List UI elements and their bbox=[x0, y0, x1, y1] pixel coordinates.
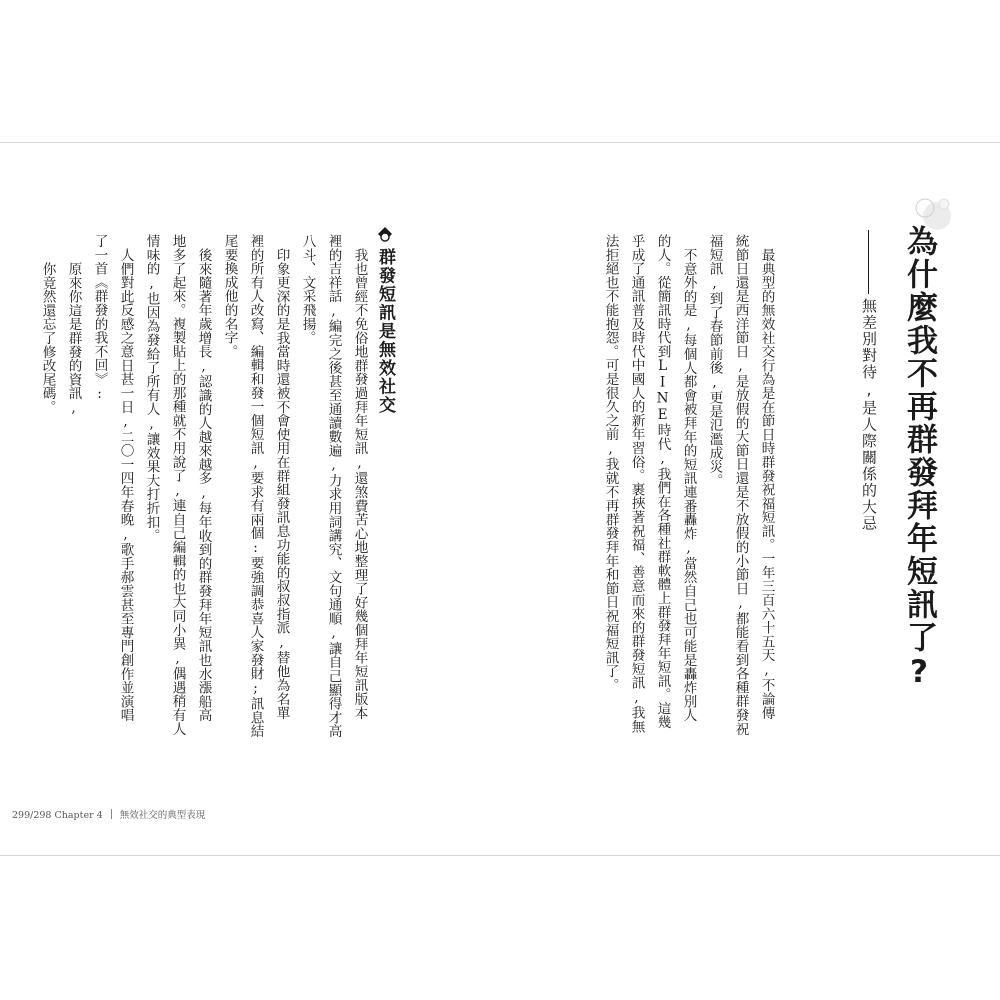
right-body-column: 統節日還是西洋節日,是放假的大節日還是不放假的小節日,都能看到各種群發祝 bbox=[732, 234, 749, 736]
left-body-column: 裡的吉祥話,編完之後甚至通讀數遍,力求用詞講究、文句通順,讓自己顯得才高 bbox=[325, 234, 342, 738]
left-body-column: 裡的所有人改寫、編輯和發一個短訊,要求有兩個:要強調恭喜人家發財;訊息結 bbox=[247, 234, 264, 738]
footer-divider bbox=[111, 809, 112, 819]
page-footer bbox=[12, 807, 205, 821]
page-numbers: 299/298 bbox=[12, 810, 52, 821]
diamond-bullet-icon bbox=[376, 226, 394, 244]
left-body-column: 你竟然還忘了修改尾碼。 bbox=[39, 262, 56, 414]
right-body-column: 福短訊,到了春節前後,更是氾濫成災。 bbox=[706, 234, 723, 488]
right-body-column: 的人。從簡訊時代到LINE時代,我們在各種社群軟體上群發拜年短訊。這幾 bbox=[654, 234, 671, 729]
left-body-column: 八斗、文采飛揚。 bbox=[299, 234, 316, 345]
footer-chapter-title: 無效社交的典型表現 bbox=[119, 810, 206, 821]
section-heading: 群發短訊是無效社交 bbox=[375, 248, 395, 415]
left-body-column: 後來隨著年歲增長,認識的人越來越多,每年收到的群發拜年短訊也水漲船高 bbox=[195, 248, 212, 722]
chapter-title: 為什麼我不再群發拜年短訊了? bbox=[901, 225, 937, 692]
left-body-column: 我也曾經不免俗地群發過拜年短訊,還煞費苦心地整理了好幾個拜年短訊版本 bbox=[351, 248, 368, 720]
left-body-column: 情味的,也因為發給了所有人,讓效果大打折扣。 bbox=[143, 234, 160, 543]
left-body-column: 了一首《群發的我不回》: bbox=[91, 234, 108, 402]
left-body-column: 尾要換成他的名字。 bbox=[221, 234, 238, 359]
left-body-column: 印象更深的是我當時還被不會使用在群組發訊息功能的叔叔指派,替他為名單 bbox=[273, 248, 290, 720]
subtitle-rule bbox=[868, 230, 869, 294]
right-body-column: 不意外的是,每個人都會被拜年的短訊連番轟炸,當然自己也可能是轟炸別人 bbox=[680, 248, 697, 722]
left-body-column: 人們對此反感之意日甚一日,二〇一四年春晚,歌手郝雲甚至專門創作並演唱 bbox=[117, 248, 134, 722]
right-body-column: 最典型的無效社交行為是在節日時群發祝福短訊。一年三百六十五天,不論傳 bbox=[758, 248, 775, 720]
right-body-column: 法拒絕也不能抱怨。可是很久之前,我就不再群發拜年和節日祝福短訊了。 bbox=[602, 234, 619, 692]
chapter-subtitle: 無差別對待,是人際關係的大忌 bbox=[860, 298, 878, 532]
left-body-column: 原來你這是群發的資訊, bbox=[65, 262, 82, 417]
chapter-label: Chapter 4 bbox=[54, 810, 103, 821]
right-body-column: 乎成了通訊普及時代中國人的新年習俗。裹挾著祝福、善意而來的群發短訊,我無 bbox=[628, 234, 645, 734]
left-body-column: 地多了起來。複製貼上的那種就不用說了,連自己編輯的也大同小異,偶遇稍有人 bbox=[169, 234, 186, 736]
